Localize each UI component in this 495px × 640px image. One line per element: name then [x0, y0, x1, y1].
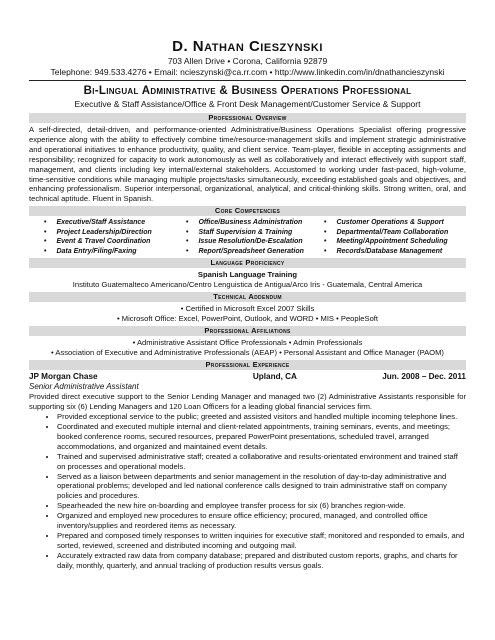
job-role: Senior Administrative Assistant	[29, 382, 139, 392]
list-item: • Provided exceptional service to the public; greeted and assisted visitors and handled multiple incoming telephone lines.	[57, 412, 466, 422]
job-company: JP Morgan Chase	[29, 372, 98, 382]
competency-item: • Executive/Staff Assistance	[44, 218, 186, 228]
candidate-name: D. Nathan Cieszynski	[172, 38, 323, 55]
competency-item: • Report/Spreadsheet Generation	[186, 247, 324, 257]
section-heading-experience: Professional Experience	[29, 360, 466, 370]
section-heading-competencies: Core Competencies	[29, 206, 466, 216]
job-bullets	[29, 412, 466, 571]
competency-item: • Staff Supervision & Training	[186, 228, 324, 238]
competency-item: • Records/Database Management	[324, 247, 466, 257]
technical-certification: • Certified in Microsoft Excel 2007 Skills	[180, 304, 315, 314]
competency-item: • Event & Travel Coordination	[44, 237, 186, 247]
header-divider	[29, 80, 466, 81]
list-item: • Coordinated and executed multiple internal and client-related appointments, training seminars, events, and meetings; booked conference rooms, secured resources, prepared PowerPoint presentations, scheduled travel, arranged accommodations, and organized and maintained event details.	[57, 422, 466, 452]
competency-item: • Office/Business Administration	[186, 218, 324, 228]
section-heading-overview: Professional Overview	[29, 113, 466, 123]
affiliations-line-2: • Association of Executive and Administrative Professionals (AEAP) • Personal Assistant and Office Manager (PAOM)	[51, 348, 444, 358]
job-location: Upland, CA	[252, 372, 297, 382]
language-training: Spanish Language Training	[197, 270, 298, 280]
competencies-grid	[29, 218, 466, 256]
resume-subtitle: Executive & Staff Assistance/Office & Front Desk Management/Customer Service & Support	[74, 99, 421, 109]
competency-item: • Issue Resolution/De-Escalation	[186, 237, 324, 247]
job-header	[29, 372, 466, 382]
list-item: • Accurately extracted raw data from company database; prepared and distributed custom reports, graphs, and charts for daily, monthly, quarterly, and annual tracking of production results versus goals.	[57, 551, 466, 571]
section-heading-technical: Technical Addendum	[29, 292, 466, 302]
job-summary: Provided direct executive support to the Senior Lending Manager and managed two (2) Administrative Assistants responsible for supporting six (6) Lending Managers and 120 Loan Officers for a leading global financial services firm.	[29, 392, 466, 412]
overview-text: A self-directed, detail-driven, and performance-oriented Administrative/Business Operations Specialist offering progressive experience along with the ability to effectively combine time/resource-management skills and implement strategic administrative and operational initiatives to enhance productivity, quality, and client service. Team-player, flexible in accepting assignments and responsibility; recognized for capacity to work autonomously as well as collaboratively and interact effectively with support staff, management, and clients including key internal/external stakeholders. Accustomed to working under fast-paced, high-volume, time-sensitive conditions while managing multiple projects/tasks simultaneously, exceeding established goals and objectives, and enhancing professionalism. Superior interpersonal, organizational, analytical, and critical-thinking skills. Strong written, oral, and technical aptitude. Fluent in Spanish.	[29, 125, 466, 204]
language-institutes: Instituto Guatemalteco Americano/Centro Lenguistica de Antigua/Arco Iris - Guatemala, Central America	[72, 280, 423, 290]
competency-item: • Departmental/Team Collaboration	[324, 228, 466, 238]
section-heading-language: Language Proficiency	[29, 258, 466, 268]
competency-item: • Data Entry/Filing/Faxing	[44, 247, 186, 257]
job-dates: Jun. 2008 – Dec. 2011	[382, 372, 466, 382]
resume-title: Bi-Lingual Administrative & Business Operations Professional	[83, 85, 412, 97]
list-item: • Organized and employed new procedures to ensure office efficiency; procured, managed, and controlled office inventory/supplies and reordered items as necessary.	[57, 511, 466, 531]
list-item: • Served as a liaison between departments and senior management in the resolution of day-to-day administrative and operational problems; developed and led national conference calls designed to train administrative staff on company policies and procedures.	[57, 472, 466, 502]
list-item: • Trained and supervised administrative staff; created a collaborative and results-orientated environment and trained staff on processes and operational models.	[57, 452, 466, 472]
list-item: • Prepared and composed timely responses to written inquiries for executive staff; monitored and responded to emails, and sorted, reviewed, screened and distributed incoming and outgoing mail.	[57, 531, 466, 551]
competency-item: • Customer Operations & Support	[324, 218, 466, 228]
competency-item: • Meeting/Appointment Scheduling	[324, 237, 466, 247]
technical-software: • Microsoft Office: Excel, PowerPoint, Outlook, and WORD • MIS • PeopleSoft	[116, 314, 379, 324]
address-line: 703 Allen Drive • Corona, California 92879	[167, 56, 328, 66]
competency-item: • Project Leadership/Direction	[44, 228, 186, 238]
list-item: • Spearheaded the new hire on-boarding and employee transfer process for six (6) branches region-wide.	[57, 501, 466, 511]
section-heading-affiliations: Professional Affiliations	[29, 326, 466, 336]
contact-line: Telephone: 949.533.4276 • Email: ncieszynski@ca.rr.com • http://www.linkedin.com/in/dnathancieszynski	[50, 67, 445, 77]
affiliations-line-1: • Administrative Assistant Office Professionals • Admin Professionals	[132, 338, 363, 348]
